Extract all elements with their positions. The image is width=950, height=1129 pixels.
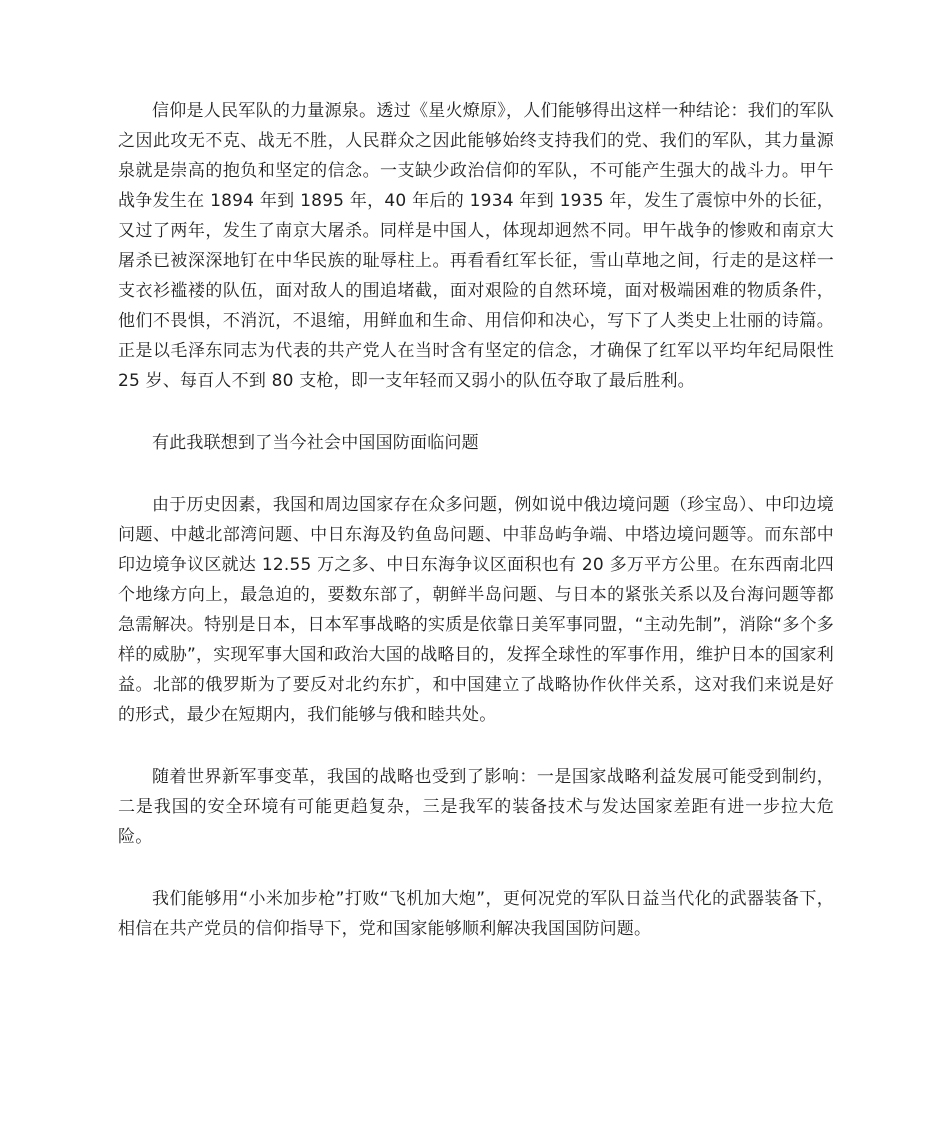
- paragraph-border-issues: 由于历史因素，我国和周边国家存在众多问题，例如说中俄边境问题（珍宝岛）、中印边境问题、中越北部湾问题、中日东海及钓鱼岛问题、中菲岛屿争端、中塔边境问题等。而东部中印边境争议区就达 12.55 万之多、中日东海争议区面积也有 20 多万平方公里。在东西南北四个地缘方向上，最急迫的，要数东部了，朝鲜半岛问题、与日本的紧张关系以及台海问题等都急需解决。特别是日本，日本军事战略的实质是依靠日美军事同盟，“主动先制”，消除“多个多样的威胁”，实现军事大国和政治大国的战略目的，发挥全球性的军事作用，维护日本的国家利益。北部的俄罗斯为了要反对北约东扩，和中国建立了战略协作伙伴关系，这对我们来说是好的形式，最少在短期内，我们能够与俄和睦共处。: [118, 495, 834, 725]
- paragraph-military-reform: 随着世界新军事变革，我国的战略也受到了影响：一是国家战略利益发展可能受到制约，二是我国的安全环境有可能更趋复杂，三是我军的装备技术与发达国家差距有进一步拉大危险。: [118, 767, 834, 847]
- document-body: [118, 96, 834, 944]
- paragraph-transition: 有此我联想到了当今社会中国国防面临问题: [152, 433, 479, 453]
- paragraph-conclusion: 我们能够用“小米加步枪”打败“飞机加大炮”，更何况党的军队日益当代化的武器装备下，相信在共产党员的信仰指导下，党和国家能够顺利解决我国国防问题。: [118, 889, 834, 939]
- paragraph-faith: 信仰是人民军队的力量源泉。透过《星火燎原》，人们能够得出这样一种结论：我们的军队之因此攻无不克、战无不胜，人民群众之因此能够始终支持我们的党、我们的军队，其力量源泉就是崇高的抱负和坚定的信念。一支缺少政治信仰的军队，不可能产生强大的战斗力。甲午战争发生在 1894 年到 1895 年，40 年后的 1934 年到 1935 年，发生了震惊中外的长征，又过了两年，发生了南京大屠杀。同样是中国人，体现却迥然不同。甲午战争的惨败和南京大屠杀已被深深地钉在中华民族的耻辱柱上。再看看红军长征，雪山草地之间，行走的是这样一支衣衫褴褛的队伍，面对敌人的围追堵截，面对艰险的自然环境，面对极端困难的物质条件，他们不畏惧，不消沉，不退缩，用鲜血和生命、用信仰和决心，写下了人类史上壮丽的诗篇。正是以毛泽东同志为代表的共产党人在当时含有坚定的信念，才确保了红军以平均年纪局限性 25 岁、每百人不到 80 支枪，即一支年轻而又弱小的队伍夺取了最后胜利。: [118, 101, 834, 391]
